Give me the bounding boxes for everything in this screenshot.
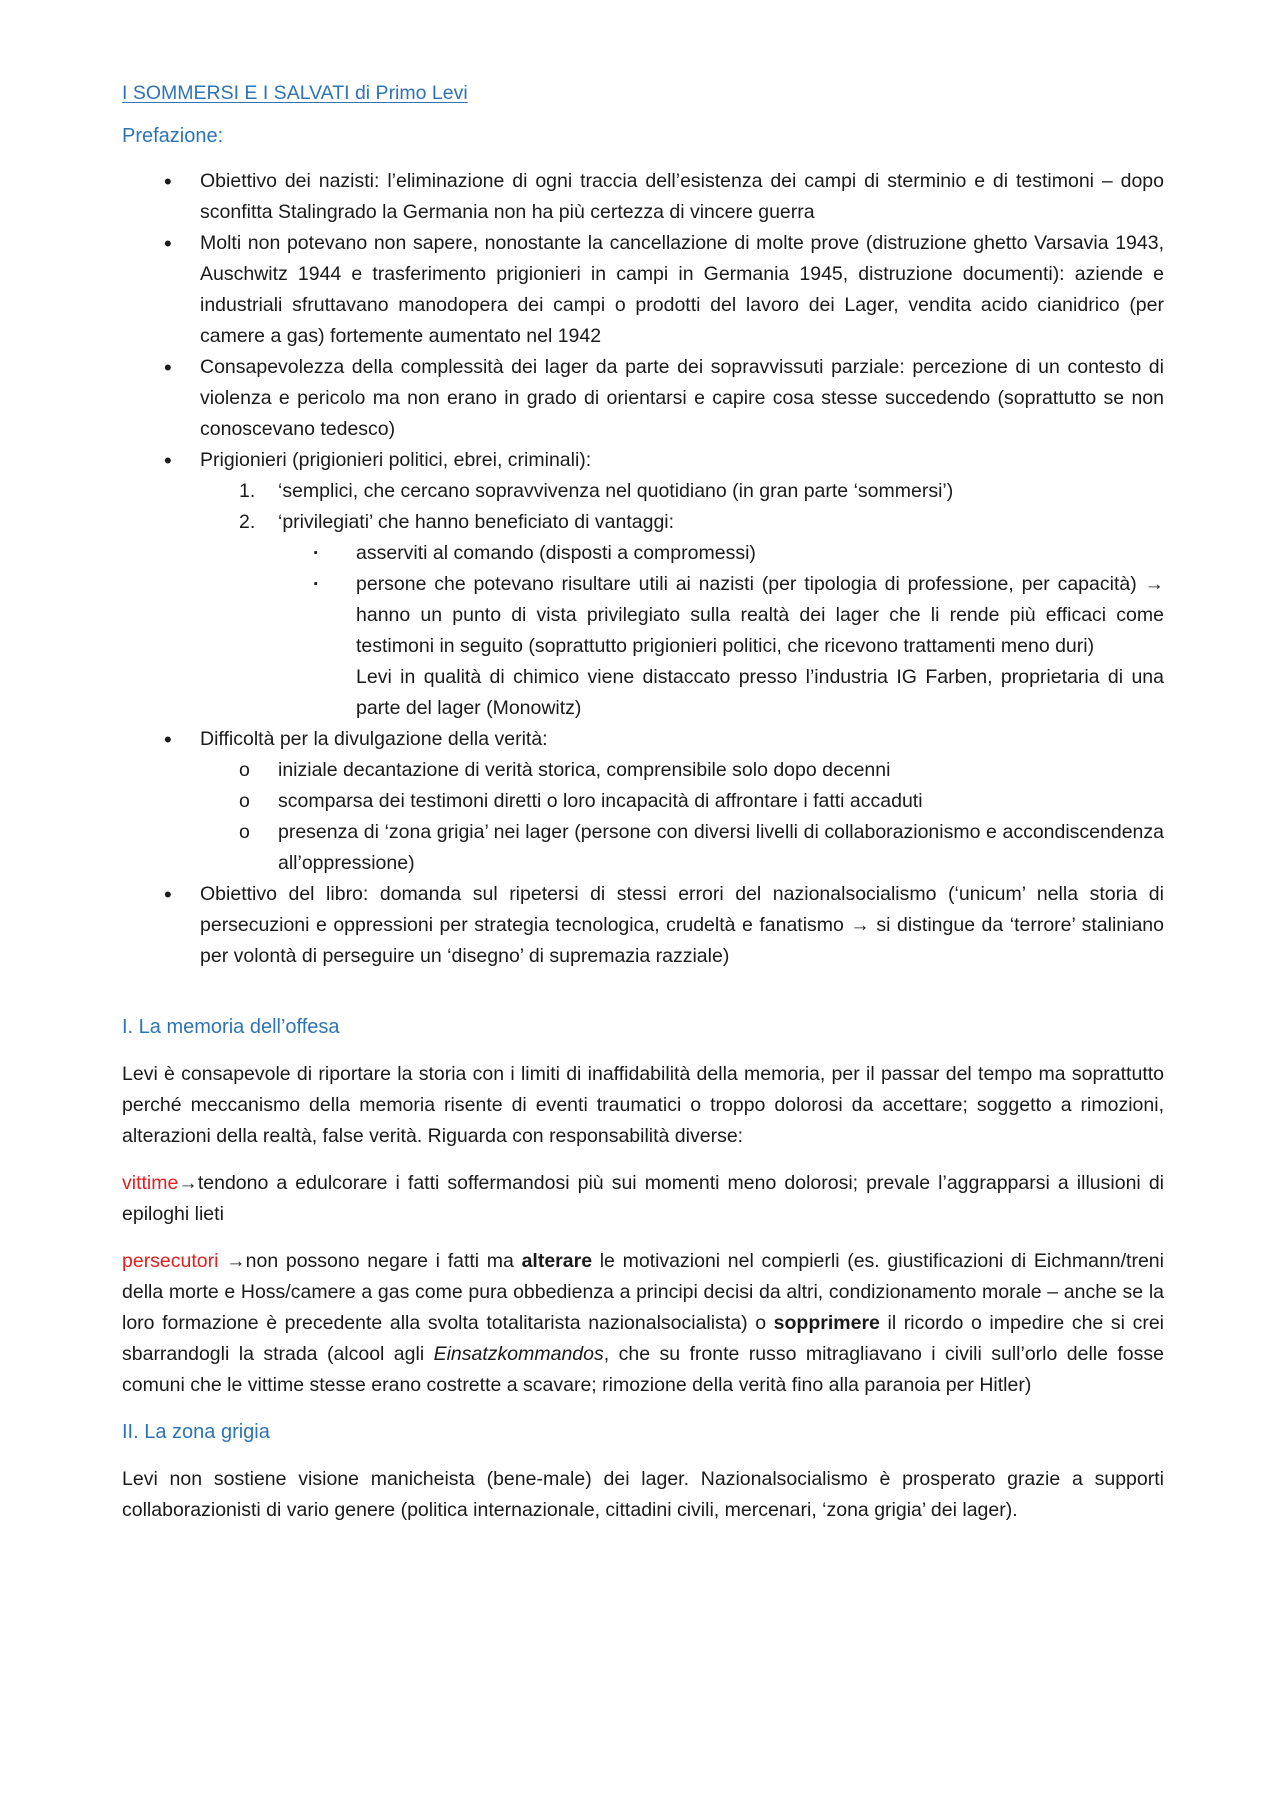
prefazione-list	[122, 166, 1164, 972]
list-item-text: Difficoltà per la divulgazione della verità:	[200, 728, 548, 750]
vittime-paragraph	[122, 1168, 1164, 1230]
list-item	[122, 445, 1164, 724]
numbered-item	[200, 476, 1164, 507]
privileged-sublist	[278, 538, 1164, 724]
numbered-item-text: ‘semplici, che cercano sopravvivenza nel quotidiano (in gran parte ‘sommersi’)	[278, 480, 954, 502]
vittime-text: →tendono a edulcorare i fatti soffermandosi più sui momenti meno dolorosi; prevale l’aggrapparsi a illusioni di epiloghi lieti	[122, 1172, 1164, 1225]
persecutori-text: le motivazioni nel compierli (es. giustificazioni di Eichmann/treni della morte e Hoss/camere a gas come pura obbedienza a principi decisi da altri, condizionamento morale – anche se la loro formazione è precedente alla svolta totalitarista nazionalsocialista) o	[122, 1250, 1164, 1334]
number-label: 1.	[239, 480, 256, 502]
numbered-item-text: ‘privilegiati’ che hanno beneficiato di vantaggi:	[278, 511, 675, 533]
prefazione-heading: Prefazione:	[122, 125, 224, 147]
sub-list-item-note: Levi in qualità di chimico viene distaccato presso l’industria IG Farben, proprietaria di una parte del lager (Monowitz)	[356, 666, 1164, 719]
list-item: • Consapevolezza della complessità dei lager da parte dei sopravvissuti parziale: percezione di un contesto di violenza e pericolo ma non erano in grado di orientarsi e capire cosa stesse succedendo (soprattutto se non conoscevano tedesco)	[122, 352, 1164, 445]
sub-list-item: o iniziale decantazione di verità storica, comprensibile solo dopo decenni	[200, 755, 1164, 786]
persecutori-text: →non possono negare i fatti ma	[218, 1250, 522, 1272]
difficulties-list	[200, 755, 1164, 879]
document-title: I SOMMERSI E I SALVATI di Primo Levi	[122, 82, 468, 104]
sopprimere-bold: sopprimere	[773, 1312, 880, 1334]
sub-list-item: · asserviti al comando (disposti a compromessi)	[278, 538, 1164, 569]
list-item	[122, 724, 1164, 879]
sub-list-item	[278, 569, 1164, 724]
list-item: • Obiettivo dei nazisti: l’eliminazione di ogni traccia dell’esistenza dei campi di sterminio e di testimoni – dopo sconfitta Stalingrado la Germania non ha più certezza di vincere guerra	[122, 166, 1164, 228]
persecutori-paragraph	[122, 1246, 1164, 1401]
einsatzkommandos-italic: Einsatzkommandos	[433, 1343, 604, 1365]
list-item: • Molti non potevano non sapere, nonostante la cancellazione di molte prove (distruzione ghetto Varsavia 1943, Auschwitz 1944 e trasferimento prigionieri in campi in Germania 1945, distruzione documenti): aziende e industriali sfruttavano manodopera dei campi o prodotti del lavoro dei Lager, vendita acido cianidrico (per camere a gas) fortemente aumentato nel 1942	[122, 228, 1164, 352]
section1-intro: Levi è consapevole di riportare la storia con i limiti di inaffidabilità della memoria, per il passar del tempo ma soprattutto perché meccanismo della memoria risente di eventi traumatici o troppo dolorosi da accettare; soggetto a rimozioni, alterazioni della realtà, false verità. Riguarda con responsabilità diverse:	[122, 1063, 1164, 1147]
persecutori-text: , che su fronte russo mitragliavano i civili sull’orlo delle fosse comuni che le vittime stesse erano costrette a scavare; rimozione della verità fino alla paranoia per Hitler)	[122, 1343, 1165, 1396]
section2-text: Levi non sostiene visione manicheista (bene-male) dei lager. Nazionalsocialismo è prosperato grazie a supporti collaborazionisti di vario genere (politica internazionale, cittadini civili, mercenari, ‘zona grigia’ dei lager).	[122, 1468, 1164, 1521]
list-item: • Obiettivo del libro: domanda sul ripetersi di stessi errori del nazionalsocialismo (‘unicum’ nella storia di persecuzioni e oppressioni per strategia tecnologica, crudeltà e fanatismo → si distingue da ‘terrore’ staliniano per volontà di perseguire un ‘disegno’ di supremazia razziale)	[122, 879, 1164, 972]
numbered-item	[200, 507, 1164, 724]
sub-list-item-text: · persone che potevano risultare utili ai nazisti (per tipologia di professione, per capacità) → hanno un punto di vista privilegiato sulla realtà dei lager che li rende più efficaci come testimoni in seguito (soprattutto prigionieri politici, che ricevono trattamenti meno duri)	[356, 573, 1164, 657]
sub-list-item: o scomparsa dei testimoni diretti o loro incapacità di affrontare i fatti accaduti	[200, 786, 1164, 817]
section1-heading: I. La memoria dell’offesa	[122, 1016, 340, 1038]
sub-list-item: o presenza di ‘zona grigia’ nei lager (persone con diversi livelli di collaborazionismo e accondiscendenza all’oppressione)	[200, 817, 1164, 879]
persecutori-text: il ricordo o impedire che si crei sbarrandogli la strada (alcool agli	[122, 1312, 1164, 1365]
prisoner-types-list	[200, 476, 1164, 724]
persecutori-label: persecutori	[122, 1250, 219, 1272]
number-label: 2.	[239, 511, 256, 533]
vittime-label: vittime	[122, 1172, 179, 1194]
alterare-bold: alterare	[521, 1250, 593, 1272]
list-item-text: Prigionieri (prigionieri politici, ebrei, criminali):	[200, 449, 592, 471]
section2-heading: II. La zona grigia	[122, 1421, 270, 1443]
